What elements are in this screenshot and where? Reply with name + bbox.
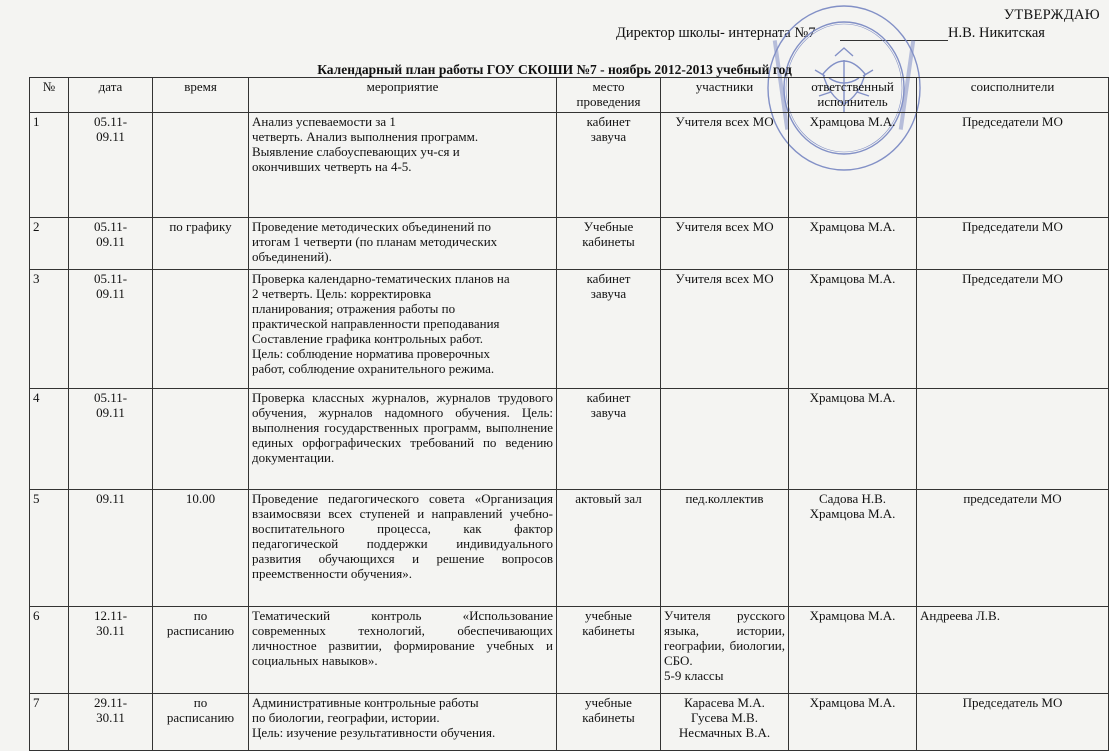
cell-coexecutors: председатели МО xyxy=(917,490,1109,607)
cell-event: Анализ успеваемости за 1 четверть. Анализ выполнения программ. Выявление слабоуспевающих уч-ся и окончивших четверть на 4-5. xyxy=(249,113,557,218)
cell-time xyxy=(153,270,249,389)
header-responsible: ответственный исполнитель xyxy=(789,78,917,113)
table-row xyxy=(30,389,1109,490)
table-header-row xyxy=(30,78,1109,113)
cell-time: 10.00 xyxy=(153,490,249,607)
cell-participants xyxy=(661,389,789,490)
cell-participants: Учителя всех МО xyxy=(661,218,789,270)
cell-num: 1 xyxy=(30,113,69,218)
cell-event: Административные контрольные работы по биологии, географии, истории. Цель: изучение результативности обучения. xyxy=(249,694,557,751)
cell-responsible: Храмцова М.А. xyxy=(789,389,917,490)
cell-num: 7 xyxy=(30,694,69,751)
cell-responsible: Храмцова М.А. xyxy=(789,218,917,270)
table-row xyxy=(30,113,1109,218)
cell-num: 6 xyxy=(30,607,69,694)
cell-responsible: Храмцова М.А. xyxy=(789,113,917,218)
page-title: Календарный план работы ГОУ СКОШИ №7 - ноябрь 2012-2013 учебный год xyxy=(317,62,792,77)
cell-participants: пед.коллектив xyxy=(661,490,789,607)
header-participants: участники xyxy=(661,78,789,113)
cell-num: 3 xyxy=(30,270,69,389)
cell-place: кабинет завуча xyxy=(557,389,661,490)
cell-responsible: Храмцова М.А. xyxy=(789,607,917,694)
table-row xyxy=(30,694,1109,751)
approval-heading: УТВЕРЖДАЮ xyxy=(1003,7,1100,23)
cell-num: 5 xyxy=(30,490,69,607)
cell-event: Проверка классных журналов, журналов трудового обучения, журналов надомного обучения. Цель: выполнения государственных программ, выполнение единых орфографических требований по ведению документации. xyxy=(249,389,557,490)
cell-responsible: Храмцова М.А. xyxy=(789,270,917,389)
cell-num: 2 xyxy=(30,218,69,270)
cell-coexecutors: Председатель МО xyxy=(917,694,1109,751)
cell-coexecutors xyxy=(917,389,1109,490)
header-time: время xyxy=(153,78,249,113)
director-title: Директор школы- интерната №7 xyxy=(616,25,816,41)
cell-date: 05.11- 09.11 xyxy=(69,113,153,218)
header-event: мероприятие xyxy=(249,78,557,113)
cell-date: 05.11- 09.11 xyxy=(69,218,153,270)
cell-coexecutors: Председатели МО xyxy=(917,270,1109,389)
cell-place: учебные кабинеты xyxy=(557,607,661,694)
table-row xyxy=(30,490,1109,607)
header-place: место проведения xyxy=(557,78,661,113)
cell-date: 09.11 xyxy=(69,490,153,607)
header-coexecutors: соисполнители xyxy=(917,78,1109,113)
cell-participants: Карасева М.А. Гусева М.В. Несмачных В.А. xyxy=(661,694,789,751)
table-row xyxy=(30,270,1109,389)
cell-event: Проведение педагогического совета «Организация взаимосвязи всех ступеней и направлений учебно-воспитательного процесса, как фактор педагогической поддержки индивидуального развития обучающихся и решение вопросов преемственности обучения». xyxy=(249,490,557,607)
cell-time: по расписанию xyxy=(153,607,249,694)
cell-place: Учебные кабинеты xyxy=(557,218,661,270)
cell-time: по графику xyxy=(153,218,249,270)
cell-time xyxy=(153,389,249,490)
cell-date: 05.11- 09.11 xyxy=(69,270,153,389)
cell-date: 05.11- 09.11 xyxy=(69,389,153,490)
cell-coexecutors: Председатели МО xyxy=(917,218,1109,270)
cell-place: кабинет завуча xyxy=(557,270,661,389)
signature-line xyxy=(840,40,948,41)
table-row xyxy=(30,607,1109,694)
cell-coexecutors: Председатели МО xyxy=(917,113,1109,218)
cell-time: по расписанию xyxy=(153,694,249,751)
cell-date: 29.11- 30.11 xyxy=(69,694,153,751)
cell-responsible: Храмцова М.А. xyxy=(789,694,917,751)
approval-block xyxy=(948,6,1100,24)
cell-event: Проверка календарно-тематических планов на 2 четверть. Цель: корректировка планирования; отражения работы по практической направленности преподавания Составление графика контрольных работ. Цель: соблюдение норматива проверочных работ, соблюдение охранительного режима. xyxy=(249,270,557,389)
cell-responsible: Садова Н.В. Храмцова М.А. xyxy=(789,490,917,607)
cell-participants: Учителя всех МО xyxy=(661,270,789,389)
cell-time xyxy=(153,113,249,218)
header-num: № xyxy=(30,78,69,113)
table-row xyxy=(30,218,1109,270)
cell-place: актовый зал xyxy=(557,490,661,607)
cell-event: Тематический контроль «Использование современных технологий, обеспечивающих личностное развитии, формирование учебных и социальных навыков». xyxy=(249,607,557,694)
approval-name-block xyxy=(948,24,1100,42)
header-date: дата xyxy=(69,78,153,113)
cell-participants: Учителя русского языка, истории, географии, биологии, СБО. 5-9 классы xyxy=(661,607,789,694)
cell-num: 4 xyxy=(30,389,69,490)
cell-coexecutors: Андреева Л.В. xyxy=(917,607,1109,694)
cell-place: учебные кабинеты xyxy=(557,694,661,751)
cell-participants: Учителя всех МО xyxy=(661,113,789,218)
cell-date: 12.11- 30.11 xyxy=(69,607,153,694)
cell-place: кабинет завуча xyxy=(557,113,661,218)
plan-table xyxy=(29,77,1109,751)
cell-event: Проведение методических объединений по итогам 1 четверти (по планам методических объединений). xyxy=(249,218,557,270)
director-name: Н.В. Никитская xyxy=(948,25,1045,41)
